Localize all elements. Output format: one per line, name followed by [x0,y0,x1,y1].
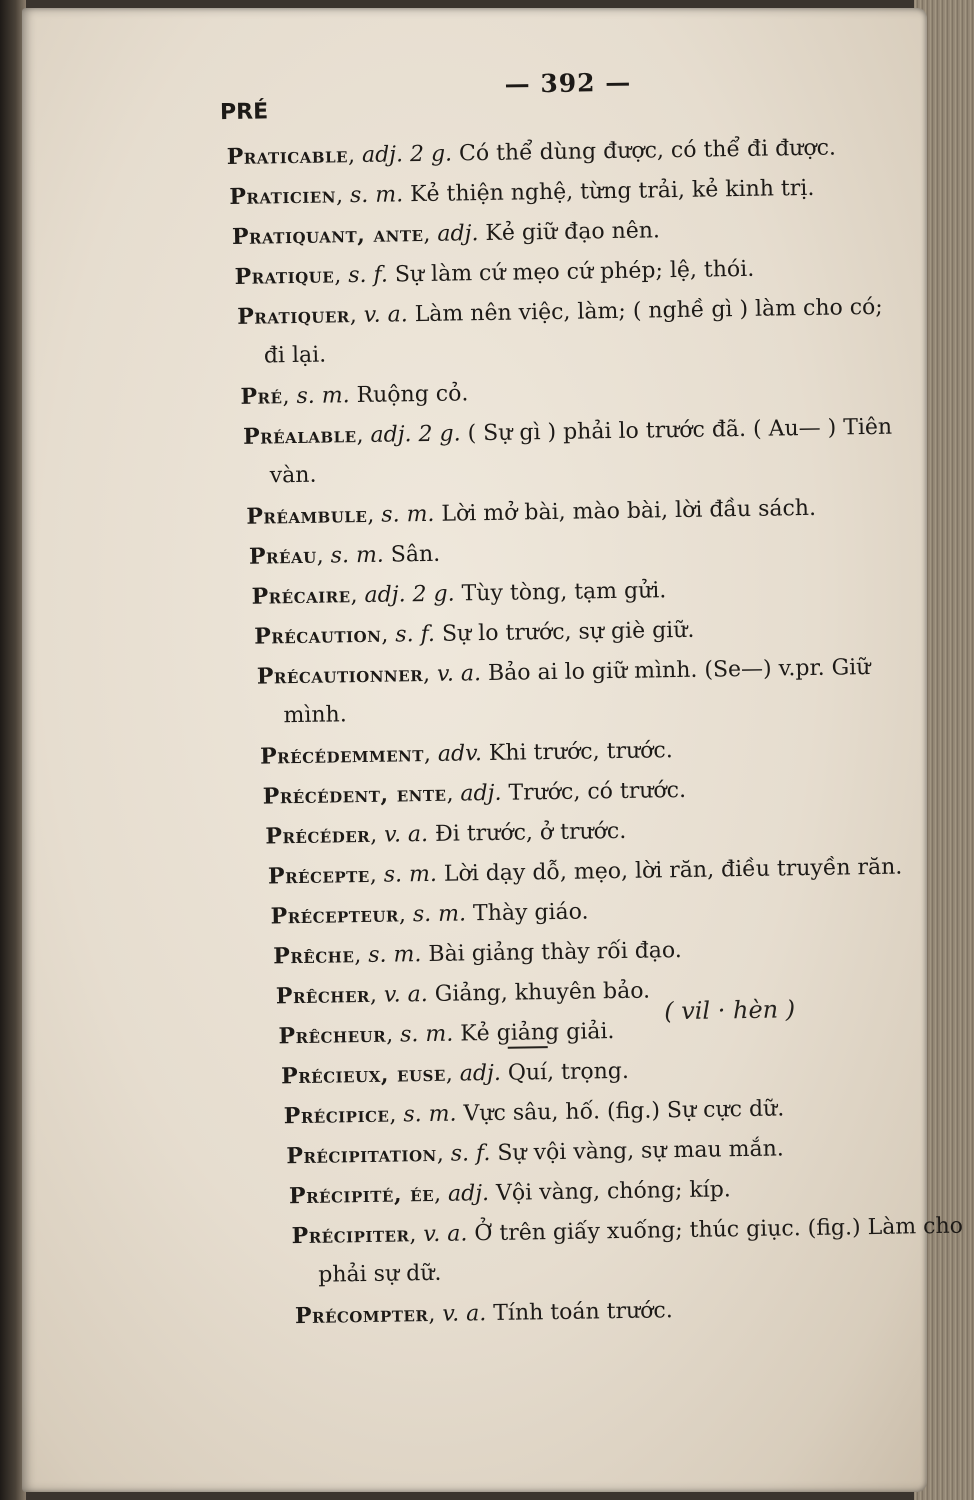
entry-definition: Giảng, khuyên bảo. [434,978,651,1007]
entry-headword: Précautionner [256,661,424,690]
entry-definition: Khi trước, trước. [488,738,673,767]
entry-definition: Ở trên giấy xuống; thúc giục. (fig.) Làm cho [474,1213,964,1247]
entry-headword: Précédent, ente [262,780,447,810]
entry-definition: Vực sâu, hố. (fig.) Sự cực dữ. [463,1096,785,1127]
entry-headword: Pratique [234,262,335,290]
entry-headword: Préalable [242,422,357,450]
entry-headword: Précédemment [259,741,425,770]
entry-headword: Précaution [254,621,382,650]
entry-continuation: đi lại. [263,342,327,369]
entry-headword: Précipité, ée [288,1180,435,1210]
entry-grammar: s. m. [296,383,350,409]
entry-headword: Précipitation [286,1140,437,1170]
dictionary-entry: Précepteur, s. m. Thày giáo. [270,899,589,930]
dictionary-entry: Praticable, adj. 2 g. Có thể dùng được, có thể đi được. [226,135,837,171]
entry-headword: Pré [240,383,283,410]
entry-definition: Sân. [390,541,441,568]
entry-headword: Pratiquer [237,302,351,330]
entry-definition: Ruộng cỏ. [356,381,469,409]
dictionary-entry: Pratique, s. f. Sự làm cứ mẹo cứ phép; lệ, thói. [234,256,755,290]
entry-definition: Kẻ giảng giải. [460,1019,615,1047]
entry-headword: Précaire [251,582,351,610]
dictionary-entry: Prêcher, v. a. Giảng, khuyên bảo. [275,978,651,1010]
dictionary-entry: Préau, s. m. Sân. [248,541,441,570]
entry-definition: Quí, trọng. [507,1058,630,1086]
page-number: — 392 — [504,67,632,99]
entry-definition: Thày giáo. [472,899,589,927]
entry-grammar: s. m. [383,861,438,888]
entry-definition: ( Sự gì ) phải lo trước đã. ( Au— ) Tiên [467,414,893,447]
dictionary-entry: Préambule, s. m. Lời mở bài, mào bài, lời đầu sách. [246,495,817,530]
entry-headword: Pratiquant, ante [231,220,424,250]
entry-grammar: adj. 2 g. [370,421,461,448]
entry-grammar: v. a. [442,1301,487,1327]
dictionary-entry: Précéder, v. a. Đi trước, ở trước. [265,818,627,850]
entry-grammar: v. a. [383,821,429,848]
entry-grammar: s. f. [348,262,389,289]
entry-headword: Précéder [265,821,371,850]
entry-headword: Prêcheur [278,1021,387,1050]
entry-grammar: s. m. [381,501,435,528]
entry-definition: Bài giảng thày rối đạo. [428,938,683,967]
entry-definition: Tính toán trước. [493,1298,673,1327]
entry-grammar: adj. [447,1181,490,1207]
entry-headword: Précepteur [270,901,400,930]
dictionary-entry: Précipitation, s. f. Sự vội vàng, sự mau mắn. [286,1136,784,1170]
dictionary-entry: Préalable, adj. 2 g. ( Sự gì ) phải lo trước đã. ( Au— ) Tiên [242,414,893,450]
dictionary-entry: Précaire, adj. 2 g. Tùy tòng, tạm gửi. [251,578,667,610]
entry-definition: Tùy tòng, tạm gửi. [461,578,667,607]
entry-grammar: adv. [437,741,483,767]
entry-grammar: adj. 2 g. [364,581,455,608]
entry-grammar: s. m. [349,182,404,209]
entry-headword: Préau [248,542,317,570]
entry-headword: Prêcher [275,981,371,1010]
dictionary-entry: Pratiquer, v. a. Làm nên việc, làm; ( nghề gì ) làm cho có; [237,294,883,330]
entry-definition: Bảo ai lo giữ mình. (Se—) v.pr. Giữ [487,655,871,687]
entry-headword: Praticien [229,182,337,211]
entry-headword: Précepte [267,861,370,890]
entry-definition: Có thể dùng được, có thể đi được. [458,135,837,167]
entry-grammar: v. a. [383,982,428,1008]
dictionary-entry: Précompter, v. a. Tính toán trước. [294,1298,673,1330]
entry-grammar: s. m. [412,901,467,928]
entry-headword: Précieux, euse [280,1060,447,1090]
handwritten-underline [508,1046,548,1049]
entry-definition: Sự làm cứ mẹo cứ phép; lệ, thói. [394,256,755,288]
entry-grammar: s. f. [450,1141,491,1167]
entry-definition: Sự lo trước, sự giè giữ. [441,617,695,647]
running-head: PRÉ [219,99,269,126]
entry-grammar: v. a. [423,1221,468,1248]
dictionary-entry: Précédemment, adv. Khi trước, trước. [259,738,673,770]
dictionary-entry: Prêcheur, s. m. Kẻ giảng giải. [278,1019,615,1050]
dictionary-entry: Précepte, s. m. Lời dạy dỗ, mẹo, lời răn, điều truyền răn. [267,854,903,890]
entry-definition: Sự vội vàng, sự mau mắn. [497,1136,784,1166]
entry-definition: Đi trước, ở trước. [434,818,627,847]
dictionary-entry: Praticien, s. m. Kẻ thiện nghệ, từng trải, kẻ kinh trị. [229,175,815,211]
entry-grammar: s. m. [368,942,422,968]
entry-headword: Précipiter [291,1221,410,1250]
entry-continuation: phải sự dữ. [318,1260,442,1288]
dictionary-entry: Prêche, s. m. Bài giảng thày rối đạo. [273,938,683,970]
entry-continuation: mình. [283,702,347,729]
entry-grammar: adj. [437,221,479,247]
dictionary-entry: Précieux, euse, adj. Quí, trọng. [280,1058,630,1090]
dictionary-entry: Pratiquant, ante, adj. Kẻ giữ đạo nên. [231,218,661,250]
dictionary-entry: Précipice, s. m. Vực sâu, hố. (fig.) Sự cực dữ. [283,1096,785,1130]
handwritten-note: ( vil · hèn ) [663,995,796,1026]
entry-grammar: v. a. [363,302,408,328]
entry-grammar: adj. 2 g. [361,141,453,168]
entry-headword: Préambule [246,501,368,530]
entry-headword: Précompter [294,1301,429,1330]
entry-definition: Vội vàng, chóng; kíp. [495,1177,731,1206]
entry-grammar: s. m. [399,1021,454,1048]
entry-headword: Prêche [273,942,355,970]
dictionary-entry: Précaution, s. f. Sự lo trước, sự giè giữ. [254,617,695,650]
dictionary-entry: Précipité, ée, adj. Vội vàng, chóng; kíp. [288,1177,731,1210]
dictionary-entry: Précautionner, v. a. Bảo ai lo giữ mình. (Se—) v.pr. Giữ [256,655,871,690]
entry-definition: Làm nên việc, làm; ( nghề gì ) làm cho có; [414,294,883,328]
entry-definition: Trước, có trước. [508,777,687,806]
entry-definition: Lời mở bài, mào bài, lời đầu sách. [441,495,817,527]
entry-definition: Kẻ thiện nghệ, từng trải, kẻ kinh trị. [409,175,815,208]
entry-headword: Praticable [226,142,349,171]
entry-grammar: s. f. [395,621,436,648]
entry-definition: Lời dạy dỗ, mẹo, lời răn, điều truyền răn. [443,854,903,887]
entry-grammar: adj. [459,1060,502,1087]
dictionary-entry: Précédent, ente, adj. Trước, có trước. [262,777,687,810]
dictionary-entry: Précipiter, v. a. Ở trên giấy xuống; thúc giục. (fig.) Làm cho [291,1213,964,1250]
entry-grammar: s. m. [330,542,385,569]
entry-headword: Précipice [283,1101,390,1130]
entry-grammar: adj. [460,780,502,807]
entry-definition: Kẻ giữ đạo nên. [485,218,661,247]
dictionary-entry: Pré, s. m. Ruộng cỏ. [240,381,469,410]
entry-grammar: v. a. [436,661,482,687]
entry-continuation: vàn. [269,462,317,489]
entry-grammar: s. m. [403,1101,457,1128]
